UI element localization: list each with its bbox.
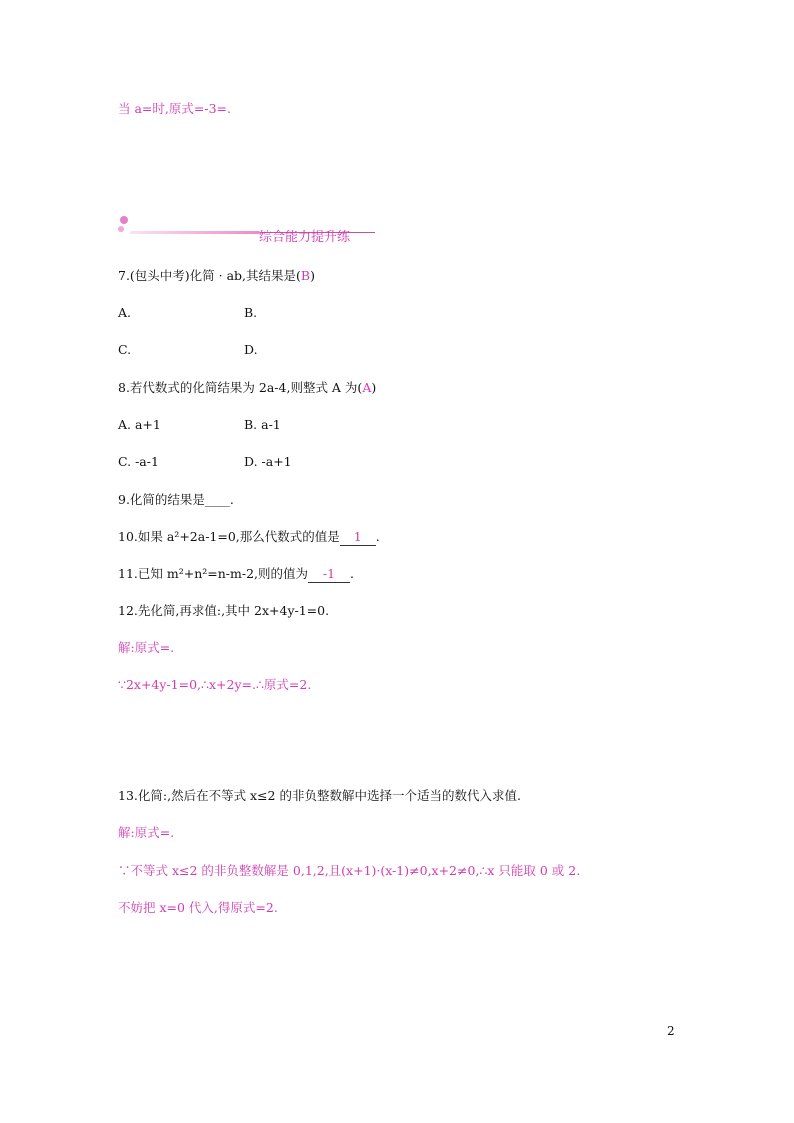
q7-option-b: B. (244, 305, 258, 320)
question-12: 12.先化简,再求值:,其中 2x+4y-1=0. (118, 603, 330, 618)
section-header (118, 214, 378, 244)
answer-10: 1 (340, 529, 376, 546)
q8-option-b: B. a-1 (244, 417, 281, 432)
question-13: 13.化简:,然后在不等式 x≤2 的非负整数解中选择一个适当的数代入求值. (118, 788, 521, 803)
answer-8: A (362, 380, 372, 395)
question-11: 11.已知 m²+n²=n-m-2,则的值为 -1 . (118, 566, 354, 581)
decor-bar (130, 231, 260, 234)
q13-solution-3: 不妨把 x=0 代入,得原式=2. (118, 900, 278, 915)
q7-option-d: D. (244, 342, 258, 357)
section-title: 综合能力提升练 (259, 230, 351, 245)
decor-dot-icon (120, 216, 128, 224)
decor-dot-icon (118, 226, 124, 232)
question-8: 8.若代数式的化简结果为 2a-4,则整式 A 为(A) (118, 380, 377, 395)
previous-answer-line: 当 a=时,原式=-3=. (118, 101, 231, 116)
q8-option-a: A. a+1 (118, 417, 161, 432)
q7-option-a: A. (118, 305, 132, 320)
question-7: 7.(包头中考)化简 · ab,其结果是(B) (118, 268, 315, 283)
q12-solution-1: 解:原式=. (118, 640, 175, 655)
question-9: 9.化简的结果是____. (118, 492, 234, 507)
q12-solution-2: ∵2x+4y-1=0,∴x+2y=.∴原式=2. (118, 677, 312, 692)
q7-option-c: C. (118, 342, 132, 357)
q13-solution-2: ∵不等式 x≤2 的非负整数解是 0,1,2,且(x+1)·(x-1)≠0,x+2≠0,∴x 只能取 0 或 2. (118, 863, 581, 878)
q8-option-c: C. -a-1 (118, 454, 159, 469)
page-number: 2 (667, 1024, 675, 1038)
q8-option-d: D. -a+1 (244, 454, 292, 469)
q13-solution-1: 解:原式=. (118, 825, 175, 840)
answer-11: -1 (308, 566, 350, 583)
answer-7: B (300, 268, 311, 283)
question-10: 10.如果 a²+2a-1=0,那么代数式的值是 1 . (118, 529, 380, 544)
